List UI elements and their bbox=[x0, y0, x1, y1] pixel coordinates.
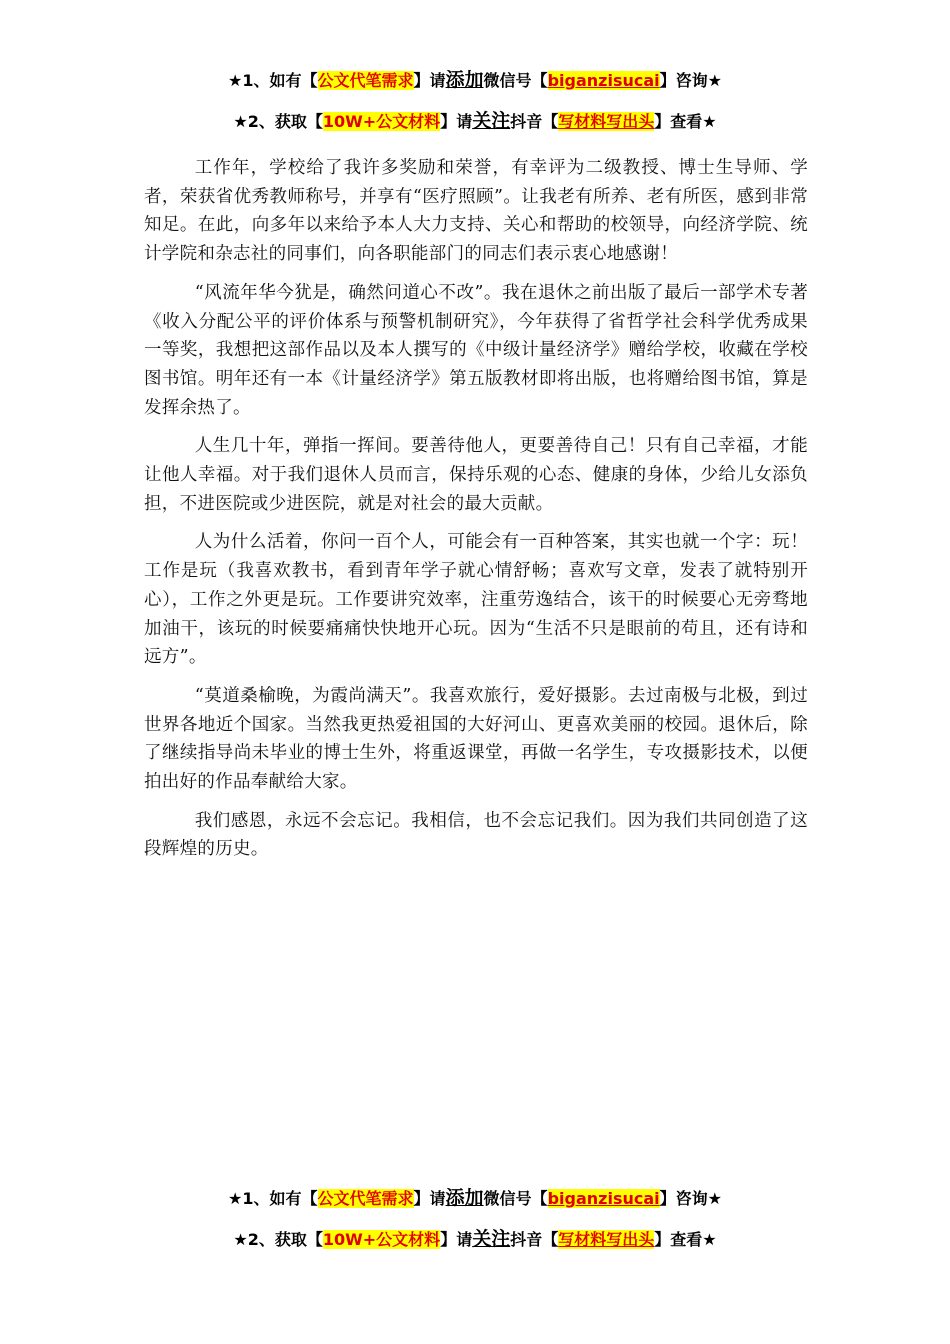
header-line1-mid1: 】请 bbox=[413, 71, 446, 90]
header-line2-mid2: 抖音【 bbox=[510, 112, 559, 131]
header-ad-line-2 bbox=[0, 109, 950, 134]
paragraph-2: “风流年华今犹是，确然问道心不改”。我在退休之前出版了最后一部学术专著《收入分配公平的评价体系与预警机制研究》，今年获得了省哲学社会科学优秀成果一等奖，我想把这部作品以及本人撰写的《中级计量经济学》赠给学校，收藏在学校图书馆。明年还有一本《计量经济学》第五版教材即将出版，也将赠给图书馆，算是发挥余热了。 bbox=[144, 282, 808, 418]
paragraph-1: 工作年，学校给了我许多奖励和荣誉，有幸评为二级教授、博士生导师、学者，荣获省优秀教师称号，并享有“医疗照顾”。让我老有所养、老有所医，感到非常知足。在此，向多年以来给予本人大力支持、关心和帮助的校领导，向经济学院、统计学院和杂志社的同事们，向各职能部门的同志们表示衷心地感谢！ bbox=[144, 158, 808, 265]
footer-line2-mid1: 】请 bbox=[440, 1230, 473, 1249]
header-line1-mid2: 微信号【 bbox=[483, 71, 548, 90]
header-line1-prefix: ★1、如有【 bbox=[228, 71, 318, 90]
header-ad-line-1 bbox=[0, 68, 950, 93]
header-line2-emphasis: 关注 bbox=[472, 110, 511, 132]
footer-line1-mid1: 】请 bbox=[413, 1189, 446, 1208]
header-line1-emphasis: 添加 bbox=[445, 69, 484, 91]
footer-douyin-id: 写材料写出头 bbox=[558, 1230, 655, 1249]
header-douyin-id: 写材料写出头 bbox=[558, 112, 655, 131]
header-line2-material-highlight: 10W+公文材料 bbox=[322, 112, 441, 131]
paragraph-4: 人为什么活着，你问一百个人，可能会有一百种答案，其实也就一个字：玩！工作是玩（我喜欢教书，看到青年学子就心情舒畅；喜欢写文章，发表了就特别开心），工作之外更是玩。工作要讲究效率，注重劳逸结合，该干的时候要心无旁骛地加油干，该玩的时候要痛痛快快地开心玩。因为“生活不只是眼前的苟且，还有诗和远方”。 bbox=[144, 532, 808, 668]
footer-line1-emphasis: 添加 bbox=[445, 1187, 484, 1209]
footer-line2-mid2: 抖音【 bbox=[510, 1230, 559, 1249]
header-line2-suffix: 】查看★ bbox=[654, 112, 717, 131]
footer-line2-suffix: 】查看★ bbox=[654, 1230, 717, 1249]
paragraph-6: 我们感恩，永远不会忘记。我相信，也不会忘记我们。因为我们共同创造了这段辉煌的历史。 bbox=[144, 810, 808, 860]
footer-wechat-id: biganzisucai bbox=[547, 1189, 660, 1208]
header-line2-prefix: ★2、获取【 bbox=[233, 112, 323, 131]
paragraph-3: 人生几十年，弹指一挥间。要善待他人，更要善待自己！只有自己幸福，才能让他人幸福。对于我们退休人员而言，保持乐观的心态、健康的身体，少给儿女添负担，不进医院或少进医院，就是对社会的最大贡献。 bbox=[144, 436, 808, 514]
header-line1-suffix: 】咨询★ bbox=[659, 71, 722, 90]
footer-line1-need-highlight: 公文代笔需求 bbox=[317, 1189, 414, 1208]
header-line1-need-highlight: 公文代笔需求 bbox=[317, 71, 414, 90]
footer-line2-material-highlight: 10W+公文材料 bbox=[322, 1230, 441, 1249]
footer-line1-mid2: 微信号【 bbox=[483, 1189, 548, 1208]
footer-line1-prefix: ★1、如有【 bbox=[228, 1189, 318, 1208]
footer-ad-line-1 bbox=[0, 1186, 950, 1211]
paragraph-5: “莫道桑榆晚，为霞尚满天”。我喜欢旅行，爱好摄影。去过南极与北极，到过世界各地近个国家。当然我更热爱祖国的大好河山、更喜欢美丽的校园。退休后，除了继续指导尚未毕业的博士生外，将重返课堂，再做一名学生，专攻摄影技术，以便拍出好的作品奉献给大家。 bbox=[144, 685, 808, 793]
document-body bbox=[144, 154, 808, 874]
footer-line1-suffix: 】咨询★ bbox=[659, 1189, 722, 1208]
footer-line2-emphasis: 关注 bbox=[472, 1228, 511, 1250]
footer-line2-prefix: ★2、获取【 bbox=[233, 1230, 323, 1249]
footer-ad-line-2 bbox=[0, 1227, 950, 1252]
header-wechat-id: biganzisucai bbox=[547, 71, 660, 90]
header-line2-mid1: 】请 bbox=[440, 112, 473, 131]
